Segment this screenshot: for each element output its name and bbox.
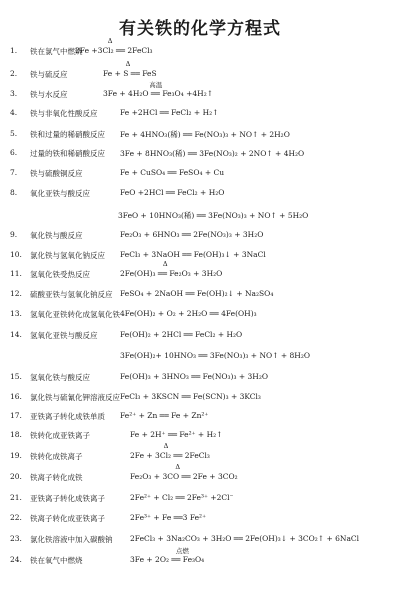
chemical-equation: 3Fe + 4H₂O ══ Fe₃O₄ +4H₂↑ <box>103 89 213 98</box>
item-number: 9. <box>10 230 18 239</box>
equation-row <box>0 324 400 344</box>
chemical-equation: Fe +2HCl ══ FeCl₂ + H₂↑ <box>120 108 219 117</box>
reaction-condition: Δ <box>163 442 169 450</box>
item-number: 16. <box>10 392 22 401</box>
chemical-equation: FeO +2HCl ══ FeCl₂ + H₂O <box>120 188 225 197</box>
reaction-label: 铁离子转化成铁 <box>30 473 83 482</box>
chemical-equation: 3Fe + 8HNO₃(稀) ══ 3Fe(NO₃)₂ + 2NO↑ + 4H₂O <box>120 149 305 158</box>
equation-row <box>0 37 400 60</box>
item-number: 21. <box>10 493 22 502</box>
reaction-condition: Δ <box>125 60 131 68</box>
item-number: 13. <box>10 309 22 318</box>
chemical-equation: Fe + 2H⁺ ══ Fe²⁺ + H₂↑ <box>130 430 223 439</box>
equation-row <box>0 224 400 244</box>
equation-row <box>0 142 400 162</box>
chemical-equation: FeSO₄ + 2NaOH ══ Fe(OH)₂↓ + Na₂SO₄ <box>120 289 274 298</box>
equation-row <box>0 405 400 425</box>
chemical-equation: Fe₂O₃ + 3CO ══ 2Fe + 3CO₂ <box>130 472 238 481</box>
reaction-label: 氧化铁与酸反应 <box>30 231 83 240</box>
equation-row <box>0 528 400 548</box>
chemical-equation: Fe₂O₃ + 6HNO₃ ══ 2Fe(NO₃)₃ + 3H₂O <box>120 230 264 239</box>
equation-row <box>0 345 400 365</box>
chemical-equation: 2Fe +3Cl₂ ══ 2FeCl₃ <box>75 46 153 55</box>
equation-row <box>0 303 400 323</box>
equation-row <box>0 83 400 103</box>
chemical-equation: FeCl₃ + 3NaOH ══ Fe(OH)₃↓ + 3NaCl <box>120 250 266 259</box>
reaction-label: 铁和过量的稀硝酸反应 <box>30 130 105 139</box>
reaction-label: 铁在氯气中燃烧 <box>30 47 83 56</box>
item-number: 5. <box>10 129 18 138</box>
equation-row <box>0 463 400 486</box>
reaction-label: 过量的铁和稀硝酸反应 <box>30 149 105 158</box>
item-number: 6. <box>10 148 18 157</box>
chemical-equation: Fe²⁺ + Zn ══ Fe + Zn²⁺ <box>120 411 209 420</box>
item-number: 19. <box>10 451 22 460</box>
reaction-label: 氯化铁溶液中加入碳酸钠 <box>30 535 113 544</box>
item-number: 8. <box>10 188 18 197</box>
item-number: 4. <box>10 108 18 117</box>
chemical-equation: Fe + CuSO₄ ══ FeSO₄ + Cu <box>120 168 225 177</box>
item-number: 14. <box>10 330 22 339</box>
document-title: 有关铁的化学方程式 <box>119 19 281 39</box>
chemical-equation: 4Fe(OH)₂ + O₂ + 2H₂O ══ 4Fe(OH)₃ <box>120 309 257 318</box>
reaction-label: 铁与非氧化性酸反应 <box>30 109 98 118</box>
equation-row <box>0 123 400 143</box>
equation-row <box>0 102 400 122</box>
reaction-label: 铁转化成铁离子 <box>30 452 83 461</box>
item-number: 23. <box>10 534 22 543</box>
equation-row <box>0 386 400 406</box>
chemical-equation: 2FeCl₃ + 3Na₂CO₃ + 3H₂O ══ 2Fe(OH)₃↓ + 3CO₂↑ + 6NaCl <box>130 534 360 543</box>
reaction-label: 铁在氧气中燃烧 <box>30 556 83 565</box>
reaction-label: 铁与水反应 <box>30 90 68 99</box>
chemical-equation: 2Fe²⁺ + Cl₂ ══ 2Fe³⁺ +2Cl⁻ <box>130 493 234 502</box>
reaction-condition: Δ <box>107 37 113 45</box>
chemical-equation: Fe + 4HNO₃(稀) ══ Fe(NO₃)₃ + NO↑ + 2H₂O <box>120 130 290 139</box>
item-number: 24. <box>10 555 22 564</box>
item-number: 10. <box>10 250 22 259</box>
reaction-label: 铁离子转化成亚铁离子 <box>30 514 105 523</box>
reaction-label: 氢氧化亚铁转化成氢氧化铁 <box>30 310 120 319</box>
chemical-equation: 2Fe³⁺ + Fe ══3 Fe²⁺ <box>130 513 207 522</box>
item-number: 17. <box>10 411 22 420</box>
reaction-label: 氢氧化铁与酸反应 <box>30 373 90 382</box>
item-number: 22. <box>10 513 22 522</box>
equation-row <box>0 204 400 224</box>
item-number: 2. <box>10 69 18 78</box>
equation-row <box>0 424 400 444</box>
chemical-equation: FeCl₃ + 3KSCN ══ Fe(SCN)₃ + 3KCl₃ <box>120 392 261 401</box>
equation-row <box>0 260 400 283</box>
reaction-label: 亚铁离子转化成铁单质 <box>30 412 105 421</box>
item-number: 20. <box>10 472 22 481</box>
reaction-label: 氯化铁与氢氧化钠反应 <box>30 251 105 260</box>
item-number: 1. <box>10 46 18 55</box>
equation-row <box>0 442 400 465</box>
reaction-condition: Δ <box>175 463 181 471</box>
reaction-condition: Δ <box>162 260 168 268</box>
item-number: 7. <box>10 168 18 177</box>
item-number: 12. <box>10 289 22 298</box>
reaction-label: 亚铁离子转化成铁离子 <box>30 494 105 503</box>
equation-row <box>0 487 400 507</box>
equation-row <box>0 182 400 202</box>
reaction-label: 氢氧化亚铁与酸反应 <box>30 331 98 340</box>
chemical-equation: 3FeO + 10HNO₃(稀) ══ 3Fe(NO₃)₃ + NO↑ + 5H₂O <box>118 211 309 220</box>
reaction-condition: 点燃 <box>175 547 189 555</box>
chemical-equation: Fe(OH)₃ + 3HNO₃ ══ Fe(NO₃)₃ + 3H₂O <box>120 372 268 381</box>
item-number: 11. <box>10 269 22 278</box>
equation-row <box>0 283 400 303</box>
chemical-equation: 2Fe(OH)₃ ══ Fe₂O₃ + 3H₂O <box>120 269 223 278</box>
reaction-label: 氯化铁与硫氰化钾溶液反应 <box>30 393 120 402</box>
reaction-label: 铁与硫反应 <box>30 70 68 79</box>
equation-row <box>0 60 400 83</box>
equation-row <box>0 162 400 182</box>
reaction-label: 氧化亚铁与酸反应 <box>30 189 90 198</box>
chemical-equation: 3Fe + 2O₂ ══ Fe₃O₄ <box>130 555 205 564</box>
reaction-condition: 高温 <box>149 81 163 89</box>
equation-row <box>0 549 400 569</box>
item-number: 18. <box>10 430 22 439</box>
chemical-equation: Fe(OH)₂ + 2HCl ══ FeCl₂ + H₂O <box>120 330 243 339</box>
reaction-label: 硫酸亚铁与氢氧化钠反应 <box>30 290 113 299</box>
chemical-equation: 2Fe + 3Cl₂ ══ 2FeCl₃ <box>130 451 210 460</box>
equation-row <box>0 366 400 386</box>
chemical-equation: 3Fe(OH)₂+ 10HNO₃ ══ 3Fe(NO₃)₃ + NO↑ + 8H₂O <box>120 351 310 360</box>
chemical-equation: Fe + S ══ FeS <box>103 69 157 78</box>
reaction-label: 氢氧化铁受热反应 <box>30 270 90 279</box>
equation-row <box>0 507 400 527</box>
item-number: 15. <box>10 372 22 381</box>
equation-row <box>0 244 400 264</box>
reaction-label: 铁与硫酸铜反应 <box>30 169 83 178</box>
item-number: 3. <box>10 89 18 98</box>
reaction-label: 铁转化成亚铁离子 <box>30 431 90 440</box>
